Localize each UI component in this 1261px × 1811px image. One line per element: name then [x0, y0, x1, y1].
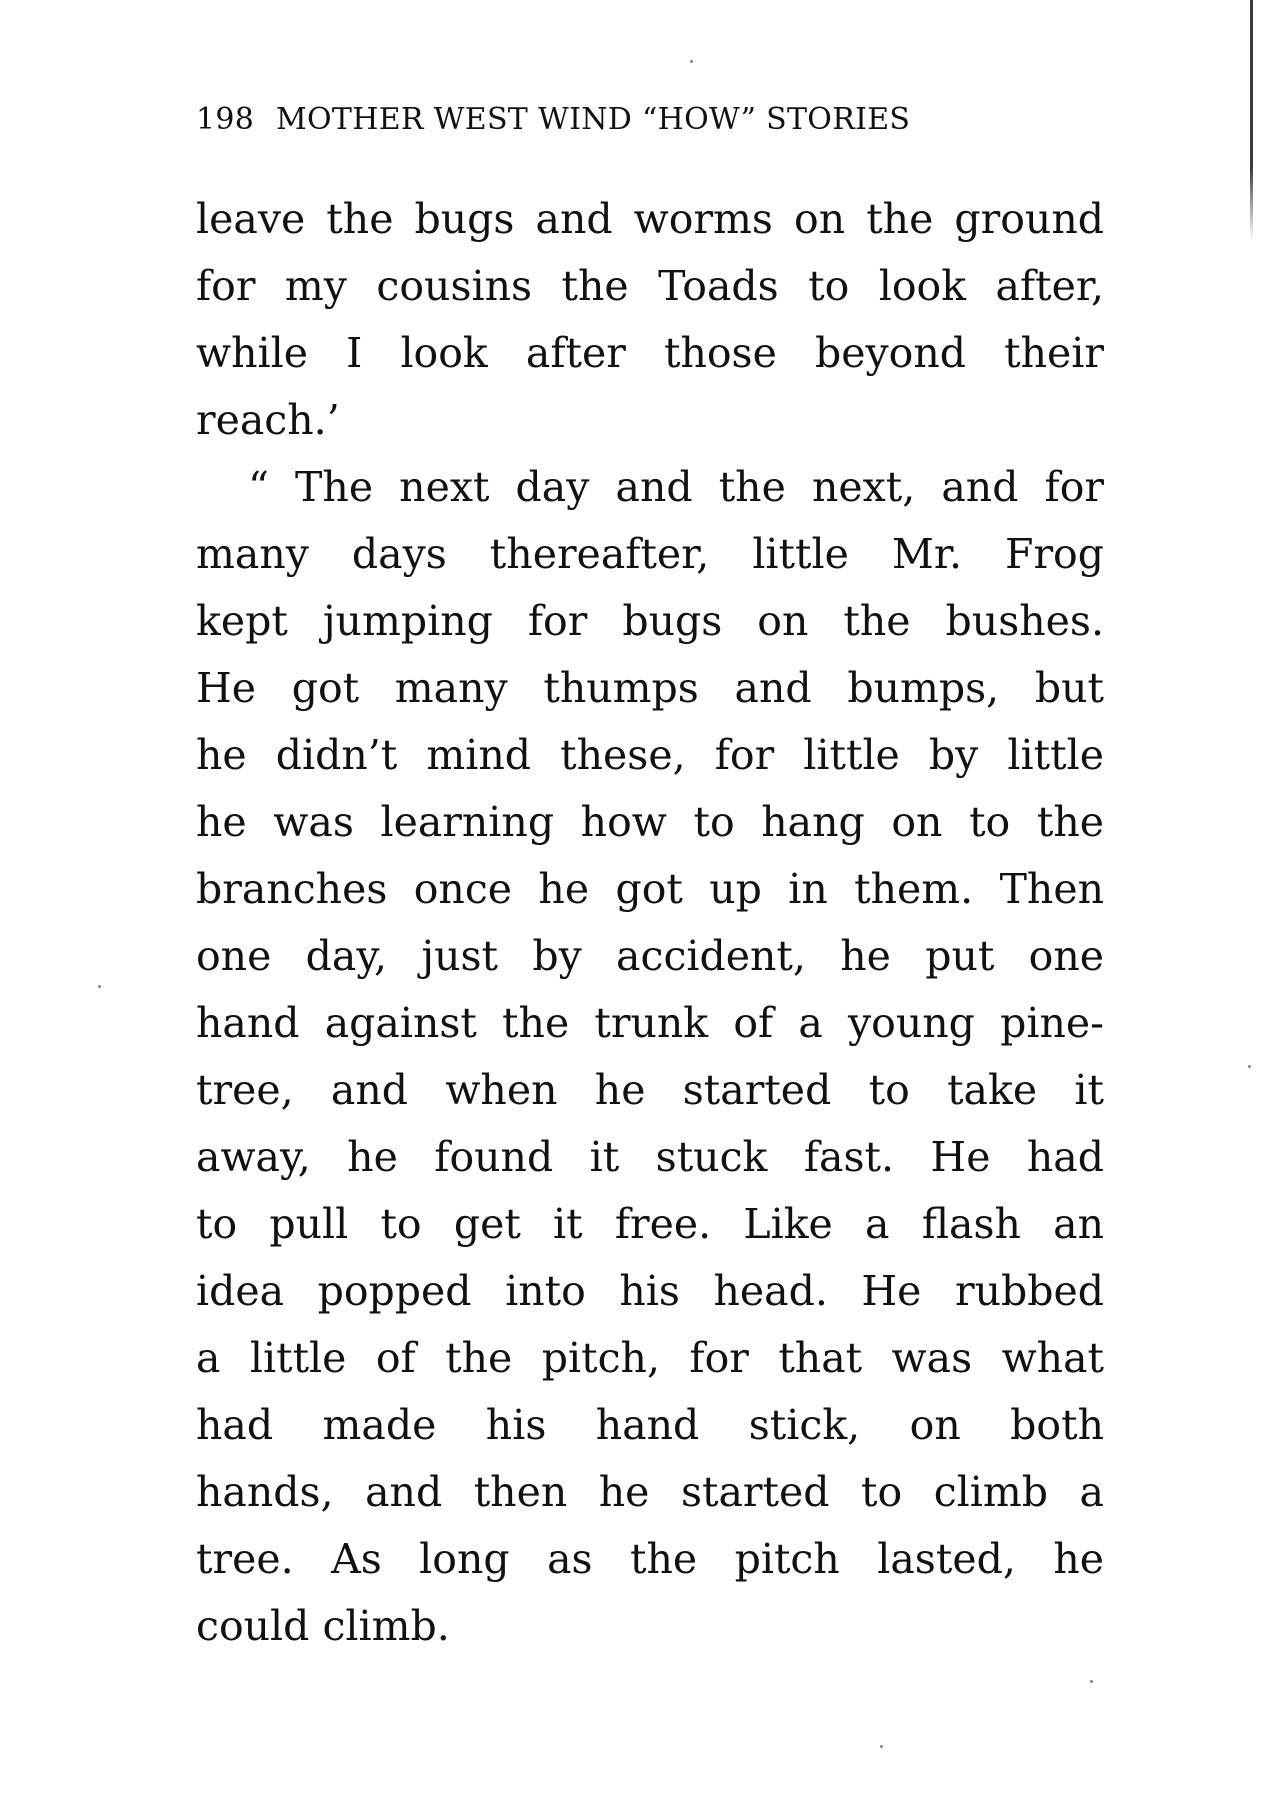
text-line: tree, and when he started to take it	[196, 1066, 1104, 1114]
paragraph-start-line: “ The next day and the next, and for	[248, 463, 1104, 511]
text-line: kept jumping for bugs on the bushes.	[196, 597, 1104, 645]
text-line: reach.’	[196, 396, 340, 444]
text-line: had made his hand stick, on both	[196, 1401, 1104, 1449]
text-line: he didn’t mind these, for little by little	[196, 731, 1104, 779]
scan-speck	[98, 985, 101, 988]
scan-edge-shadow	[1250, 0, 1253, 240]
text-line: could climb.	[196, 1602, 450, 1650]
text-line: while I look after those beyond their	[196, 329, 1104, 377]
text-line: idea popped into his head. He rubbed	[196, 1267, 1104, 1315]
text-line: he was learning how to hang on to the	[196, 798, 1104, 846]
text-line: hand against the trunk of a young pine-	[196, 999, 1104, 1047]
text-line: one day, just by accident, he put one	[196, 932, 1104, 980]
text-line: tree. As long as the pitch lasted, he	[196, 1535, 1104, 1583]
text-line: away, he found it stuck fast. He had	[196, 1133, 1104, 1181]
text-line: many days thereafter, little Mr. Frog	[196, 530, 1104, 578]
scan-speck	[690, 60, 693, 63]
text-line: branches once he got up in them. Then	[196, 865, 1104, 913]
scan-speck	[1248, 1065, 1251, 1068]
text-line: He got many thumps and bumps, but	[196, 664, 1104, 712]
running-header	[196, 102, 1096, 142]
text-line: leave the bugs and worms on the ground	[196, 195, 1104, 243]
scan-speck	[1090, 1680, 1093, 1683]
running-title: MOTHER WEST WIND “HOW” STORIES	[276, 102, 911, 137]
text-line: to pull to get it free. Like a flash an	[196, 1200, 1104, 1248]
text-line: hands, and then he started to climb a	[196, 1468, 1104, 1516]
body-text	[196, 186, 1104, 1660]
scan-speck	[880, 1745, 883, 1748]
page-number: 198	[196, 102, 255, 137]
text-line: a little of the pitch, for that was what	[196, 1334, 1104, 1382]
text-line: for my cousins the Toads to look after,	[196, 262, 1104, 310]
